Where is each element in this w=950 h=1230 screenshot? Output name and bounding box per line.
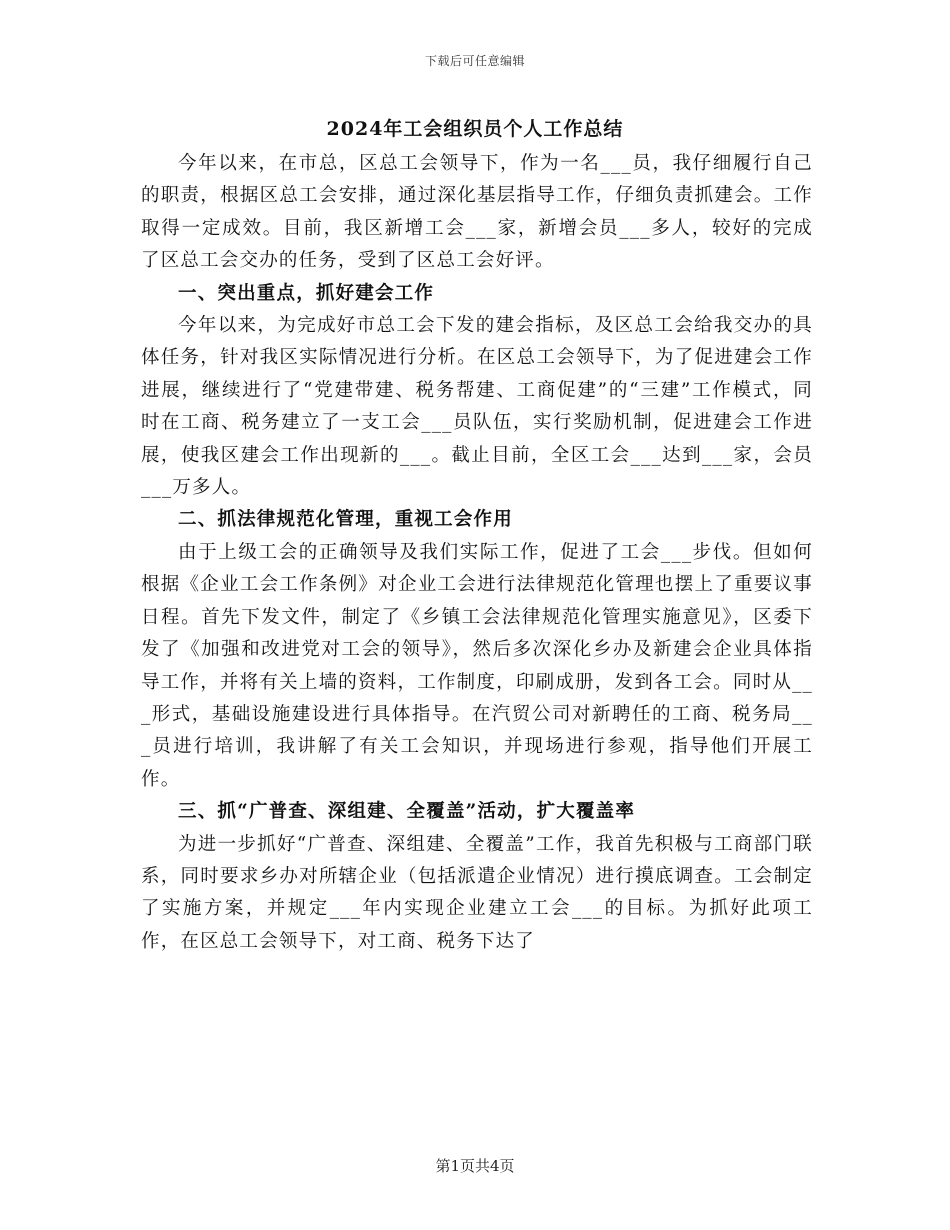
section-2-heading: 二、抓法律规范化管理，重视工会作用 — [178, 509, 513, 531]
page-number: 第1页共4页 — [435, 1157, 515, 1175]
section-2-paragraph: 由于上级工会的正确领导及我们实际工作，促进了工会___步伐。但如何根据《企业工会工作条例》对企业工会进行法律规范化管理也摆上了重要议事日程。首先下发文件，制定了《乡镇工会法律规范化管理实施意见》，区委下发了《加强和改进党对工会的领导》，然后多次深化乡办及新建会企业具体指导工作，并将有关上墙的资料，工作制度，印刷成册，发到各工会。同时从___形式，基础设施建设进行具体指导。在汽贸公司对新聘任的工商、税务局___员进行培训，我讲解了有关工会知识，并现场进行参观，指导他们开展工作。 — [141, 541, 813, 790]
section-1-paragraph: 今年以来，为完成好市总工会下发的建会指标，及区总工会给我交办的具体任务，针对我区实际情况进行分析。在区总工会领导下，为了促进建会工作进展，继续进行了“党建带建、税务帮建、工商促建”的“三建”工作模式，同时在工商、税务建立了一支工会___员队伍，实行奖励机制，促进建会工作进展，使我区建会工作出现新的___。截止目前，全区工会___达到___家，会员___万多人。 — [141, 315, 813, 499]
document-title: 2024年工会组织员个人工作总结 — [326, 118, 624, 140]
page-header-note: 下载后可任意编辑 — [424, 54, 525, 68]
section-3-heading: 三、抓“广普查、深组建、全覆盖”活动，扩大覆盖率 — [178, 801, 636, 823]
intro-paragraph: 今年以来，在市总，区总工会领导下，作为一名___员，我仔细履行自己的职责，根据区总工会安排，通过深化基层指导工作，仔细负责抓建会。工作取得一定成效。目前，我区新增工会___家，新增会员___多人，较好的完成了区总工会交办的任务，受到了区总工会好评。 — [141, 153, 813, 272]
section-3-paragraph: 为进一步抓好“广普查、深组建、全覆盖”工作，我首先积极与工商部门联系，同时要求乡办对所辖企业（包括派遣企业情况）进行摸底调查。工会制定了实施方案，并规定___年内实现企业建立工会___的目标。为抓好此项工作，在区总工会领导下，对工商、税务下达了 — [141, 833, 813, 952]
section-1-heading: 一、突出重点，抓好建会工作 — [178, 282, 435, 304]
document-body — [141, 148, 813, 958]
